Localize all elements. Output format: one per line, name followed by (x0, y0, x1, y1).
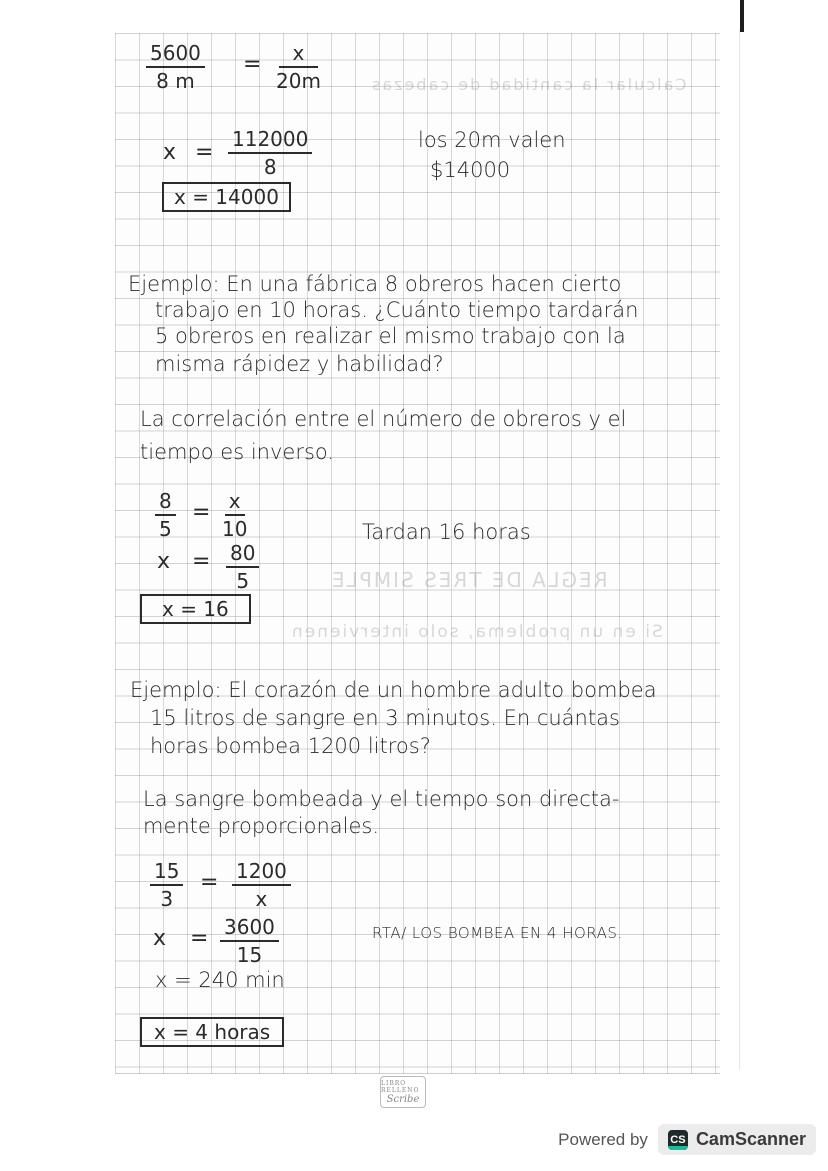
explanation-line-1: La sangre bombeada y el tiempo son directa- (143, 787, 620, 811)
ghost-line-1: Si en un problema, solo intervienen (290, 622, 663, 642)
brand-name: Scribe (386, 1093, 420, 1105)
problem-line-2: trabajo en 10 horas. ¿Cuánto tiempo tardarán (155, 298, 639, 322)
denominator: 15 (236, 943, 263, 967)
explanation-line-1: La correlación entre el número de obreros y el (140, 407, 627, 431)
answer: Tardan 16 horas (362, 520, 531, 544)
variable-x: x (153, 926, 167, 951)
brand-small-text: LIBRO RELLENO (381, 1079, 420, 1094)
fraction-15-3 (150, 858, 183, 912)
equals-sign: = (192, 500, 211, 525)
answer: RTA/ LOS BOMBEA EN 4 HORAS. (372, 924, 623, 942)
page-edge-shadow (740, 0, 744, 32)
numerator: 5600 (146, 40, 205, 68)
equals-sign: = (192, 549, 211, 574)
fraction-3600-15 (220, 914, 279, 968)
numerator: 15 (150, 858, 183, 886)
fraction-x-20m (276, 40, 321, 94)
denominator: 20m (276, 69, 321, 93)
denominator: x (255, 887, 268, 911)
denominator: 10 (222, 517, 248, 541)
numerator: x (279, 40, 319, 68)
numerator: 3600 (220, 914, 279, 942)
problem-line-3: horas bombea 1200 litros? (150, 734, 431, 758)
camscanner-logo-icon: CS (668, 1130, 688, 1150)
denominator: 8 m (156, 69, 195, 93)
fraction-112000-8 (228, 126, 312, 180)
answer-line-2: $14000 (430, 158, 511, 182)
fraction-8-5 (155, 488, 176, 542)
denominator: 3 (160, 887, 174, 911)
fraction-1200-x (232, 858, 291, 912)
answer-line-1: los 20m valen (418, 128, 566, 152)
camscanner-footer (558, 1124, 816, 1155)
result-box: x = 14000 (162, 182, 291, 212)
page-edge-line (739, 30, 740, 1070)
variable-x: x (157, 549, 171, 574)
equals-sign: = (195, 140, 214, 165)
explanation-line-2: mente proporcionales. (143, 814, 379, 838)
equals-sign: = (243, 52, 262, 77)
numerator: 112000 (228, 126, 312, 154)
problem-line-4: misma rápidez y habilidad? (155, 352, 444, 376)
ghost-heading: REGLA DE TRES SIMPLE (330, 568, 608, 592)
numerator: 1200 (232, 858, 291, 886)
numerator: 80 (226, 540, 259, 568)
denominator: 5 (159, 517, 172, 541)
denominator: 5 (236, 569, 250, 593)
fraction-x-10 (222, 488, 247, 542)
numerator: 8 (155, 488, 176, 516)
intermediate-result: x = 240 min (155, 968, 285, 992)
notebook-brand-logo (380, 1076, 426, 1108)
result-box: x = 4 horas (140, 1017, 284, 1047)
equals-sign: = (190, 926, 209, 951)
result-box: x = 16 (140, 594, 251, 624)
ghost-line-2: Calcular la cantidad de cabezas (370, 75, 687, 94)
problem-line-3: 5 obreros en realizar el mismo trabajo con la (155, 324, 626, 348)
problem-line-2: 15 litros de sangre en 3 minutos. En cuántas (150, 706, 620, 730)
explanation-line-2: tiempo es inverso. (140, 440, 335, 464)
fraction-5600-8m (146, 40, 205, 94)
camscanner-name: CamScanner (695, 1129, 806, 1149)
numerator: x (225, 488, 245, 516)
powered-by-label: Powered by (558, 1129, 648, 1149)
problem-line-1: Ejemplo: El corazón de un hombre adulto bombea (130, 678, 657, 702)
problem-line-1: Ejemplo: En una fábrica 8 obreros hacen cierto (128, 272, 622, 296)
fraction-80-5 (226, 540, 259, 594)
equals-sign: = (200, 870, 219, 895)
camscanner-badge[interactable] (658, 1124, 816, 1155)
denominator: 8 (263, 155, 277, 179)
variable-x: x (163, 140, 177, 165)
